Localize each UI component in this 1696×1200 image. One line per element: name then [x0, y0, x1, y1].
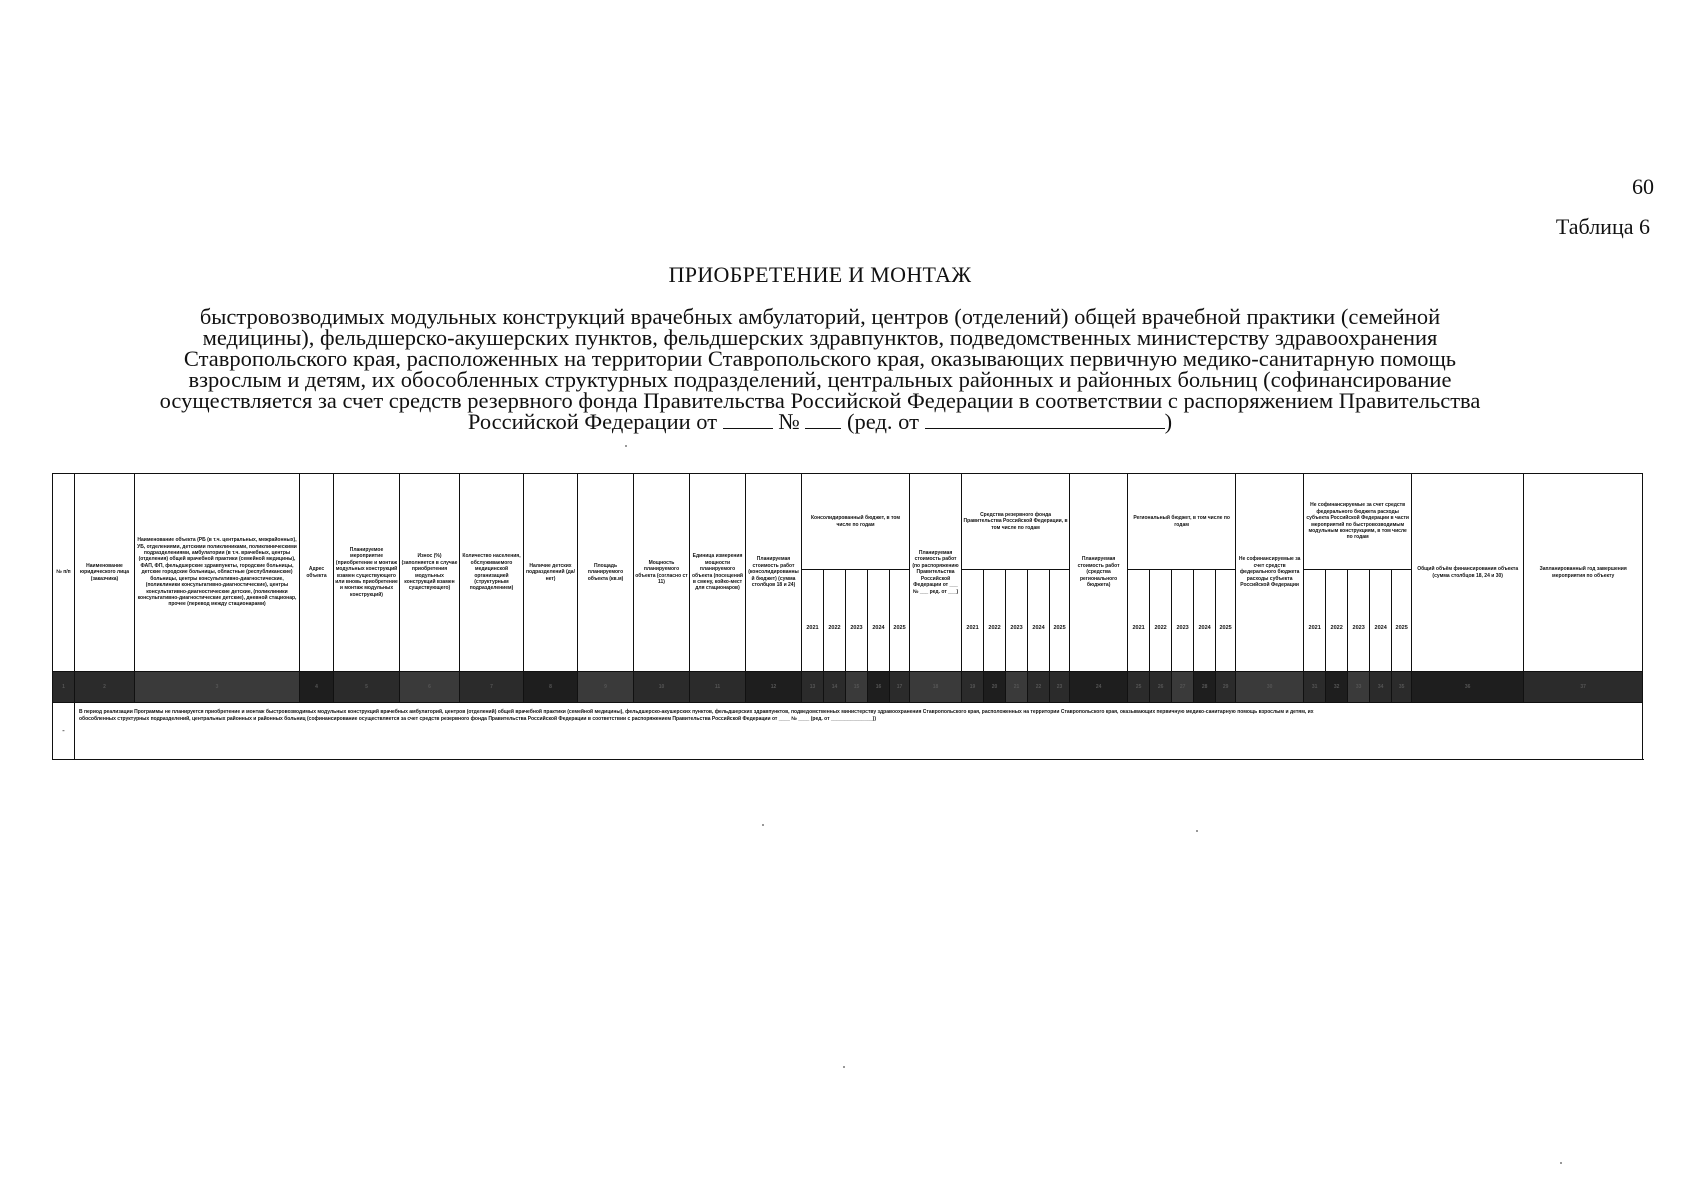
- column-number-cell: 24: [1070, 672, 1128, 703]
- year-header: 2022: [984, 570, 1006, 672]
- page-number: 60: [1632, 174, 1654, 199]
- year-header: 2024: [868, 570, 890, 672]
- col-header-object-name: Наименование объекта (РБ (в т.ч. центральных, межрайонных), УБ, отделениями, детскими поликлиниками, поликлиническими подразделениями, амбулатории (в т.ч. врачебных, центры (отделения) общей врачебной практики (семейной медицины), ФАП, ФП, фельдшерские здравпункты, городские больницы, детские городские больницы, областные (республиканские) больницы, центры консультативно-диагностические, (поликлиники консультативно-диагностические), центры консультативно-диагностические детские, (поликлиники консультативно-диагностические детские), дневной стационар, прочее (перевод между стационарами): [135, 474, 300, 672]
- col-header-not-cofinanced: Не софинансируемые за счет средств федерального бюджета расходы субъекта Российской Федерации: [1236, 474, 1304, 672]
- column-number-cell: 11: [690, 672, 746, 703]
- col-header-planned-cost: Планируемая стоимость работ (консолидированный бюджет) (сумма столбцов 18 и 24): [746, 474, 802, 672]
- subtitle-line-4: взрослым и детям, их обособленных структурных подразделений, центральных районных и районных больниц (софинансирование: [188, 367, 1452, 392]
- date-blank: [723, 412, 773, 429]
- document-title: ПРИОБРЕТЕНИЕ И МОНТАЖ: [668, 262, 972, 287]
- column-number-cell: 10: [634, 672, 690, 703]
- col-header-capacity-units: Единица измерения мощности планируемого объекта (посещений в смену, койко-мест для стационаров): [690, 474, 746, 672]
- col-header-capacity: Мощность планируемого объекта (согласно ст 11): [634, 474, 690, 672]
- col-header-num: № п/п: [53, 474, 75, 672]
- col-header-population: Количество населения, обслуживаемого медицинской организацией (структурным подразделением): [460, 474, 524, 672]
- column-number-cell: 4: [300, 672, 334, 703]
- year-header: 2021: [962, 570, 984, 672]
- column-number-cell: 22: [1028, 672, 1050, 703]
- scan-speck: [1196, 830, 1198, 832]
- column-number-cell: 9: [578, 672, 634, 703]
- column-number-cell: 21: [1006, 672, 1028, 703]
- col-header-planned-cost-regional: Планируемая стоимость работ (средства регионального бюджета): [1070, 474, 1128, 672]
- year-header: 2022: [1326, 570, 1348, 672]
- scan-speck: [762, 824, 764, 826]
- column-number-cell: 13: [802, 672, 824, 703]
- scan-speck: [625, 445, 627, 447]
- year-header: 2025: [1050, 570, 1070, 672]
- year-header: 2021: [802, 570, 824, 672]
- col-header-completion-year: Запланированный год завершения мероприятия по объекту: [1524, 474, 1643, 672]
- column-numbers-row: [53, 672, 1643, 703]
- column-number-cell: 7: [460, 672, 524, 703]
- col-header-wear: Износ (%) (заполняется в случае приобретения модульных конструкций взамен существующего): [400, 474, 460, 672]
- col-header-area: Площадь планируемого объекта (кв.м): [578, 474, 634, 672]
- column-number-cell: 34: [1370, 672, 1392, 703]
- year-header: 2023: [1172, 570, 1194, 672]
- col-header-not-cofinanced-years: Не софинансируемые за счет средств федерального бюджета расходы субъекта Российской Федерации в части мероприятий по быстровозводимым модульным конструкциям, в том числе по годам: [1304, 474, 1412, 570]
- year-header: 2023: [1348, 570, 1370, 672]
- column-number-cell: 27: [1172, 672, 1194, 703]
- scan-speck: [843, 1066, 845, 1068]
- column-number-cell: 29: [1216, 672, 1236, 703]
- scan-speck: [1560, 1162, 1562, 1164]
- column-number-cell: 28: [1194, 672, 1216, 703]
- column-number-cell: 3: [135, 672, 300, 703]
- column-number-cell: 1: [53, 672, 75, 703]
- col-header-regional-budget: Региональный бюджет, в том числе по годам: [1128, 474, 1236, 570]
- year-header: 2022: [1150, 570, 1172, 672]
- subtitle-line-6-part-a: Российской Федерации от: [467, 409, 718, 434]
- column-number-cell: 37: [1524, 672, 1643, 703]
- column-number-cell: 18: [910, 672, 962, 703]
- year-header: 2022: [824, 570, 846, 672]
- col-header-address: Адрес объекта: [300, 474, 334, 672]
- note-text: [75, 703, 1643, 760]
- column-number-cell: 26: [1150, 672, 1172, 703]
- year-header: 2023: [846, 570, 868, 672]
- column-number-cell: 32: [1326, 672, 1348, 703]
- subtitle-line-5: осуществляется за счет средств резервного фонда Правительства Российской Федерации в соответствии с распоряжением Правительства: [159, 388, 1481, 413]
- document-subtitle: [60, 306, 1580, 432]
- financing-table-wrapper: [52, 473, 1640, 753]
- year-header: 2024: [1028, 570, 1050, 672]
- column-number-cell: 8: [524, 672, 578, 703]
- subtitle-line-6: [60, 411, 1580, 432]
- year-header: 2021: [1304, 570, 1326, 672]
- note-line-1: В период реализации Программы не планируется приобретение и монтаж быстровозводимых модульных конструкций врачебных амбулаторий, центров (отделений) общей врачебной практики (семейной медицины), фельдшерско-акушерских пунктов, фельдшерских здравпунктов, подведомственных министерству здравоохранения Ставропольского края, расположенных на территории Ставропольского края, оказывающих первичную медико-санитарную помощь взрослым и детям, их: [79, 709, 1314, 715]
- subtitle-line-6-part-d: ): [1164, 409, 1173, 434]
- subtitle-line-6-part-b: №: [778, 409, 800, 434]
- column-number-cell: 31: [1304, 672, 1326, 703]
- year-header: 2025: [890, 570, 910, 672]
- col-header-consolidated-budget: Консолидированный бюджет, в том числе по годам: [802, 474, 910, 570]
- column-number-cell: 12: [746, 672, 802, 703]
- column-number-cell: 19: [962, 672, 984, 703]
- subtitle-line-6-part-c: (ред. от: [847, 409, 919, 434]
- subtitle-line-3: Ставропольского края, расположенных на территории Ставропольского края, оказывающих первичную медико-санитарную помощь: [183, 346, 1457, 371]
- column-number-cell: 30: [1236, 672, 1304, 703]
- year-header: 2025: [1216, 570, 1236, 672]
- col-header-children-unit: Наличие детских подразделений (да/нет): [524, 474, 578, 672]
- column-number-cell: 15: [846, 672, 868, 703]
- column-number-cell: 6: [400, 672, 460, 703]
- column-number-cell: 35: [1392, 672, 1412, 703]
- note-row: [53, 703, 1643, 760]
- column-number-cell: 33: [1348, 672, 1370, 703]
- col-header-total-volume: Общий объём финансирования объекта (сумма столбцов 18, 24 и 30): [1412, 474, 1524, 672]
- column-number-cell: 2: [75, 672, 135, 703]
- note-line-2: обособленных структурных подразделений, центральных районных и районных больниц (софинансирование осуществляется за счет средств резервного фонда Правительства Российской Федерации в соответствии с распоряжением Правительства Российской Федерации от ____ № ____ (ред. от _______________)): [79, 716, 876, 722]
- col-header-planned-measure: Планируемое мероприятие (приобретение и монтаж модульных конструкций взамен существующего или вновь приобретение и монтаж модульных конструкций): [334, 474, 400, 672]
- year-header: 2023: [1006, 570, 1028, 672]
- column-number-cell: 16: [868, 672, 890, 703]
- column-number-cell: 17: [890, 672, 910, 703]
- year-header: 2024: [1194, 570, 1216, 672]
- revision-blank: [925, 412, 1165, 429]
- column-number-cell: 20: [984, 672, 1006, 703]
- subtitle-line-1: быстровозводимых модульных конструкций врачебных амбулаторий, центров (отделений) общей врачебной практики (семейной: [199, 304, 1441, 329]
- column-number-cell: 25: [1128, 672, 1150, 703]
- number-blank: [805, 412, 841, 429]
- column-number-cell: 23: [1050, 672, 1070, 703]
- year-header: 2021: [1128, 570, 1150, 672]
- year-header: 2024: [1370, 570, 1392, 672]
- year-header: 2025: [1392, 570, 1412, 672]
- col-header-reserve-fund: Средства резервного фонда Правительства Российской Федерации, в том числе по годам: [962, 474, 1070, 570]
- col-header-legal-entity: Наименование юридического лица (заказчика): [75, 474, 135, 672]
- note-marker: -: [53, 703, 75, 760]
- financing-table: [52, 473, 1643, 760]
- column-number-cell: 14: [824, 672, 846, 703]
- col-header-planned-cost-reserve: Планируемая стоимость работ (по распоряжению Правительства Российской Федерации от ___ № ___ ред. от ___): [910, 474, 962, 672]
- column-number-cell: 5: [334, 672, 400, 703]
- subtitle-line-2: медицины), фельдшерско-акушерских пунктов, фельдшерских здравпунктов, подведомственных министерству здравоохранения: [202, 325, 1438, 350]
- column-number-cell: 36: [1412, 672, 1524, 703]
- table-label: Таблица 6: [1555, 214, 1650, 239]
